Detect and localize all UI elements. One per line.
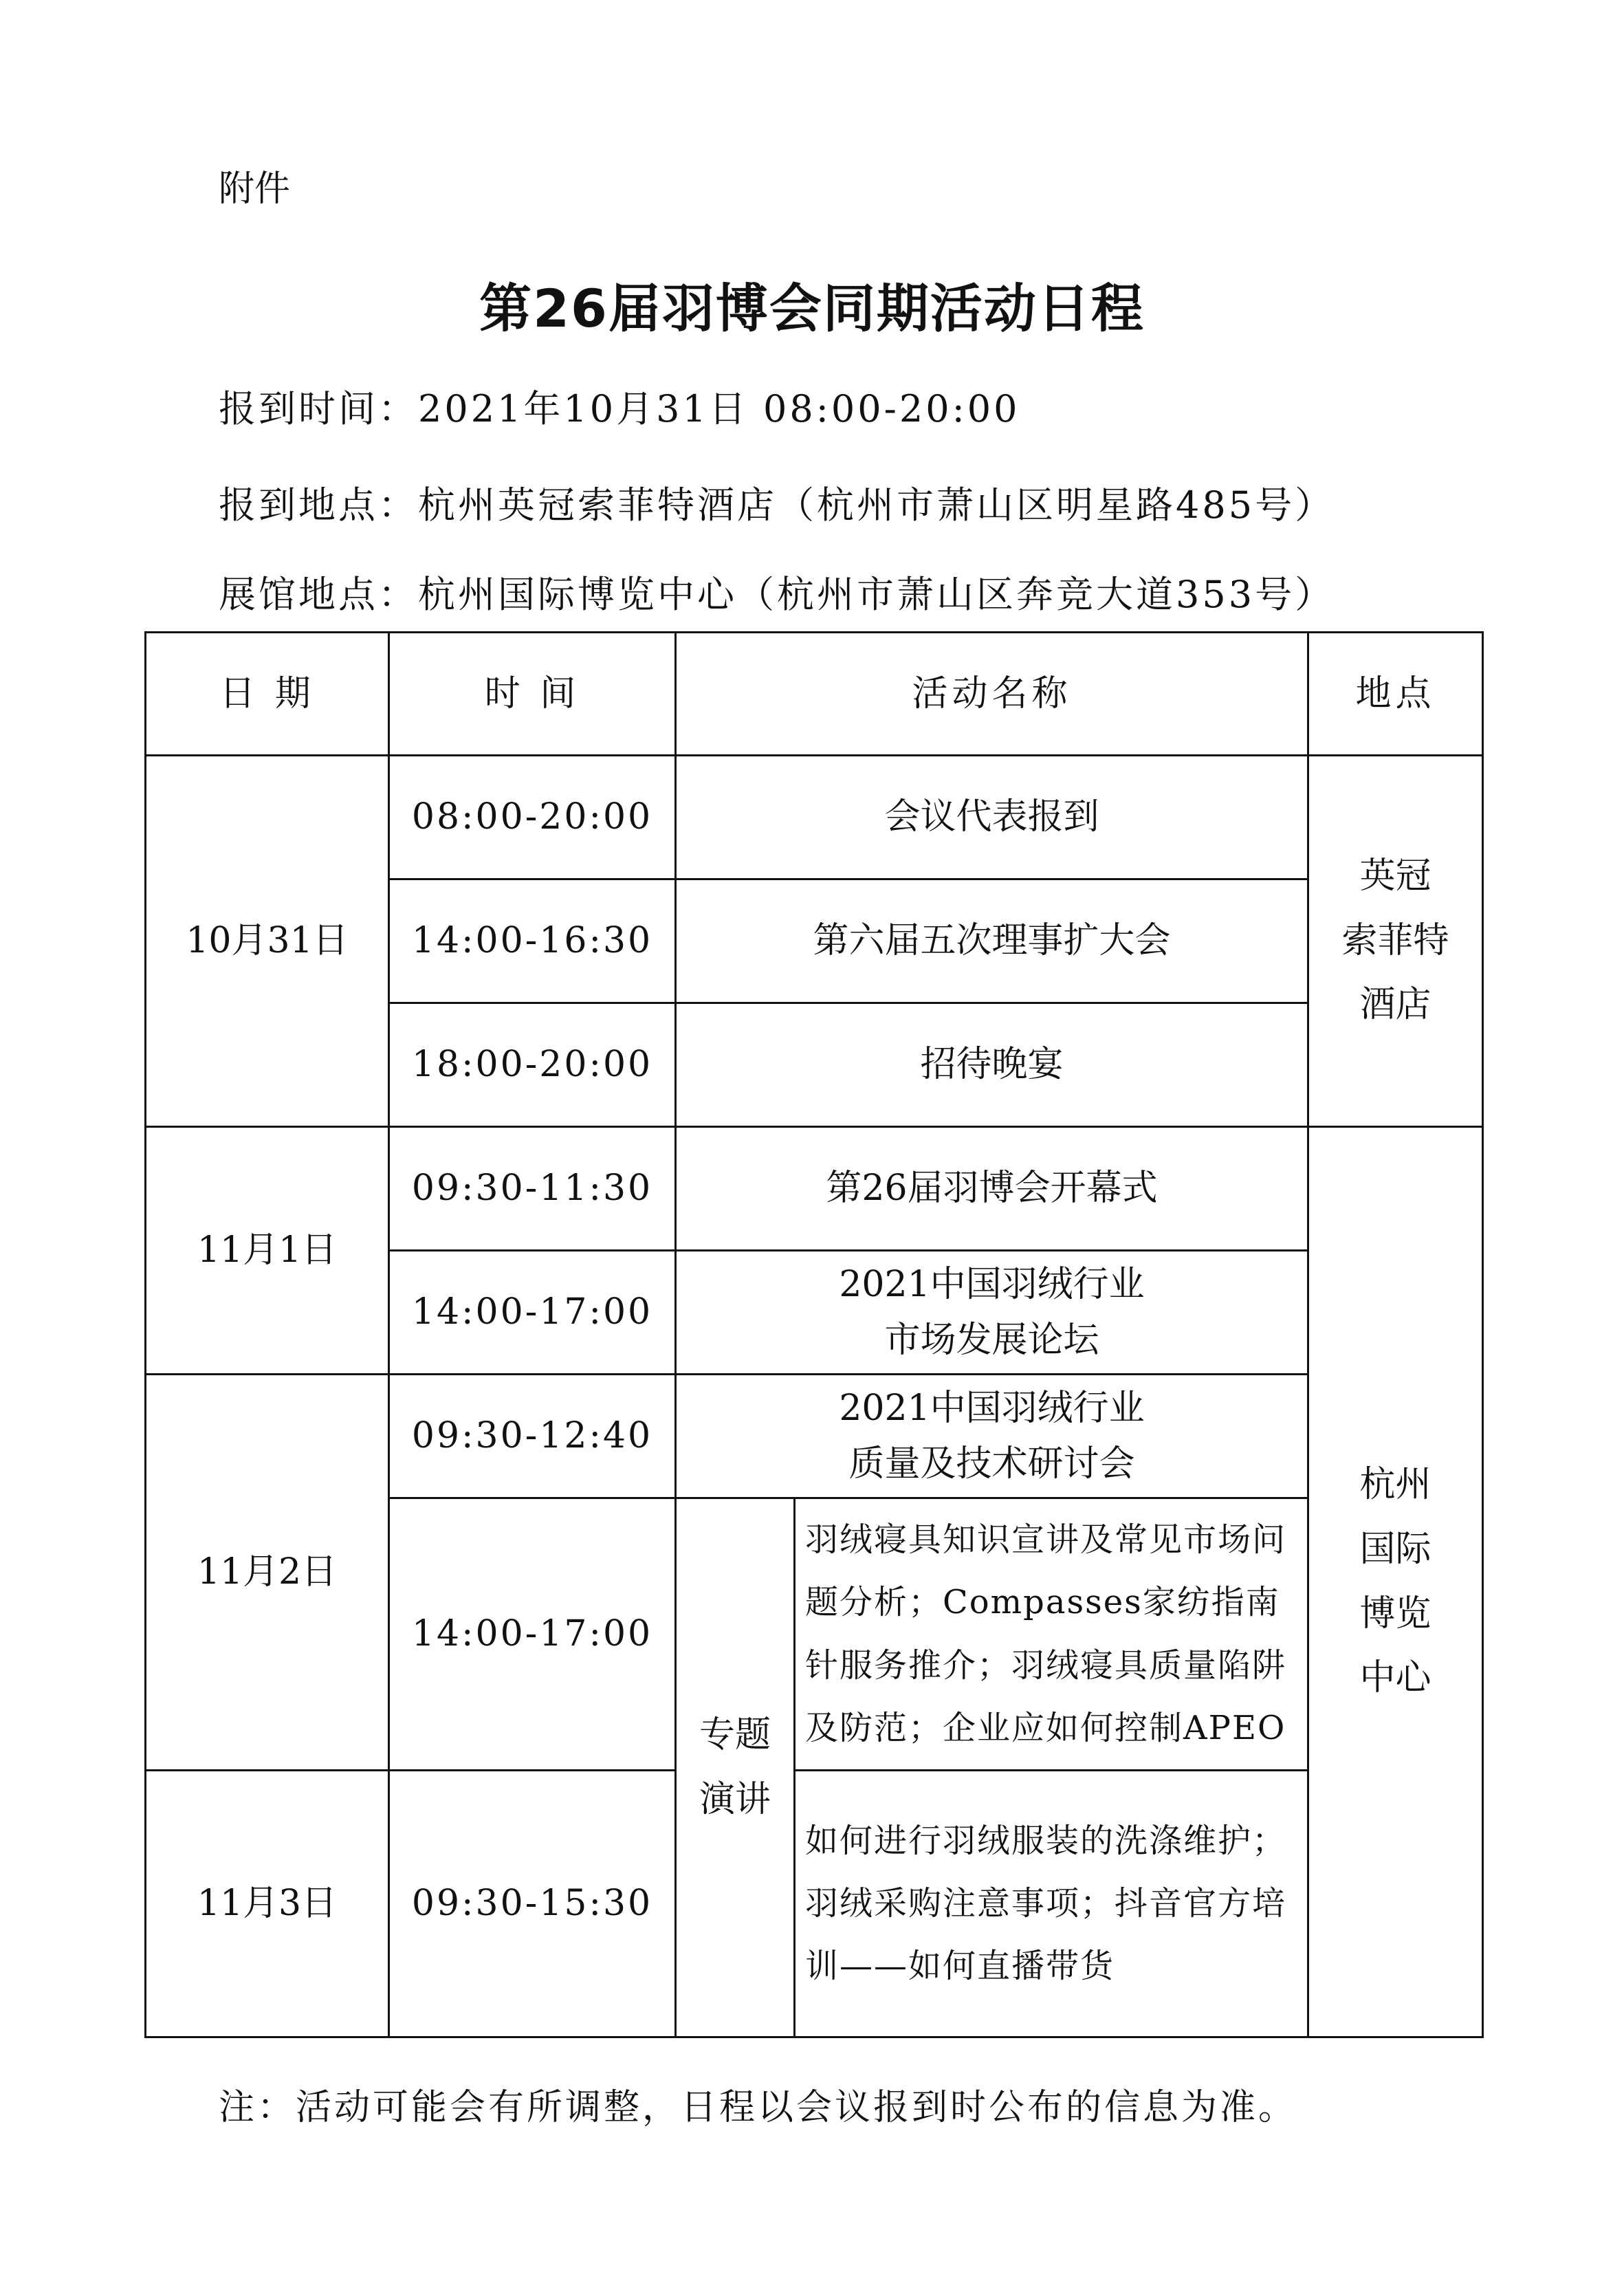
- info-venue-place: [219, 565, 1335, 618]
- info-value: 杭州国际博览中心（杭州市萧山区奔竞大道353号）: [418, 573, 1335, 616]
- activity-cell: 招待晚宴: [676, 1003, 1308, 1127]
- activity-line: 2021中国羽绒行业: [839, 1263, 1145, 1305]
- venue-cell: [1308, 1127, 1483, 2037]
- date-cell: 11月1日: [146, 1127, 389, 1375]
- venue-line: 杭州: [1359, 1464, 1431, 1506]
- page-title: 第26届羽博会同期活动日程: [479, 278, 1145, 339]
- time-cell: 09:30-12:40: [389, 1375, 676, 1498]
- venue-cell: [1308, 756, 1483, 1127]
- date-cell: 10月31日: [146, 756, 389, 1127]
- date-cell: 11月3日: [146, 1771, 389, 2037]
- venue-line: 酒店: [1359, 984, 1431, 1026]
- time-cell: 18:00-20:00: [389, 1003, 676, 1127]
- talk-topics-cell: 羽绒寝具知识宣讲及常见市场问题分析；Compasses家纺指南针服务推介；羽绒寝具质量陷阱及防范；企业应如何控制APEO: [795, 1498, 1308, 1771]
- activity-cell: 会议代表报到: [676, 756, 1308, 879]
- venue-line: 博览: [1359, 1593, 1431, 1635]
- time-cell: 14:00-16:30: [389, 879, 676, 1003]
- info-label: 展馆地点：: [219, 573, 418, 616]
- info-value: 杭州英冠索菲特酒店（杭州市萧山区明星路485号）: [418, 483, 1335, 527]
- header-venue: 地点: [1308, 633, 1483, 756]
- activity-cell: [676, 1375, 1308, 1498]
- header-activity: 活动名称: [676, 633, 1308, 756]
- special-label-line: 专题: [699, 1714, 771, 1756]
- table-header-row: [146, 633, 1483, 756]
- activity-line: 2021中国羽绒行业: [839, 1387, 1145, 1429]
- activity-cell: 第六届五次理事扩大会: [676, 879, 1308, 1003]
- table-row: [146, 1375, 1483, 1498]
- special-talk-label: [676, 1498, 795, 2037]
- table-row: [146, 1771, 1483, 2037]
- activity-line: 质量及技术研讨会: [848, 1443, 1135, 1485]
- venue-line: 索菲特: [1341, 919, 1449, 961]
- activity-cell: 第26届羽博会开幕式: [676, 1127, 1308, 1251]
- activity-line: 市场发展论坛: [884, 1319, 1099, 1361]
- time-cell: 08:00-20:00: [389, 756, 676, 879]
- attachment-label: 附件: [219, 168, 291, 210]
- time-cell: 14:00-17:00: [389, 1498, 676, 1771]
- info-label: 报到地点：: [219, 483, 418, 527]
- time-cell: 14:00-17:00: [389, 1251, 676, 1375]
- info-label: 报到时间：: [219, 387, 418, 430]
- talk-topics-cell: 如何进行羽绒服装的洗涤维护；羽绒采购注意事项；抖音官方培训——如何直播带货: [795, 1771, 1308, 2037]
- time-cell: 09:30-15:30: [389, 1771, 676, 2037]
- time-cell: 09:30-11:30: [389, 1127, 676, 1251]
- venue-line: 英冠: [1359, 855, 1431, 897]
- footnote: 注：活动可能会有所调整，日程以会议报到时公布的信息为准。: [219, 2087, 1297, 2128]
- info-checkin-time: [219, 380, 1020, 433]
- info-value: 2021年10月31日 08:00-20:00: [418, 387, 1020, 430]
- venue-line: 中心: [1359, 1657, 1431, 1699]
- table-row: [146, 756, 1483, 879]
- info-checkin-place: [219, 476, 1335, 529]
- date-cell: 11月2日: [146, 1375, 389, 1771]
- activity-cell: [676, 1251, 1308, 1375]
- special-label-line: 演讲: [699, 1778, 771, 1820]
- table-row: [146, 1127, 1483, 1251]
- header-date: 日 期: [146, 633, 389, 756]
- schedule-table: [144, 631, 1484, 2038]
- header-time: 时 间: [389, 633, 676, 756]
- venue-line: 国际: [1359, 1528, 1431, 1570]
